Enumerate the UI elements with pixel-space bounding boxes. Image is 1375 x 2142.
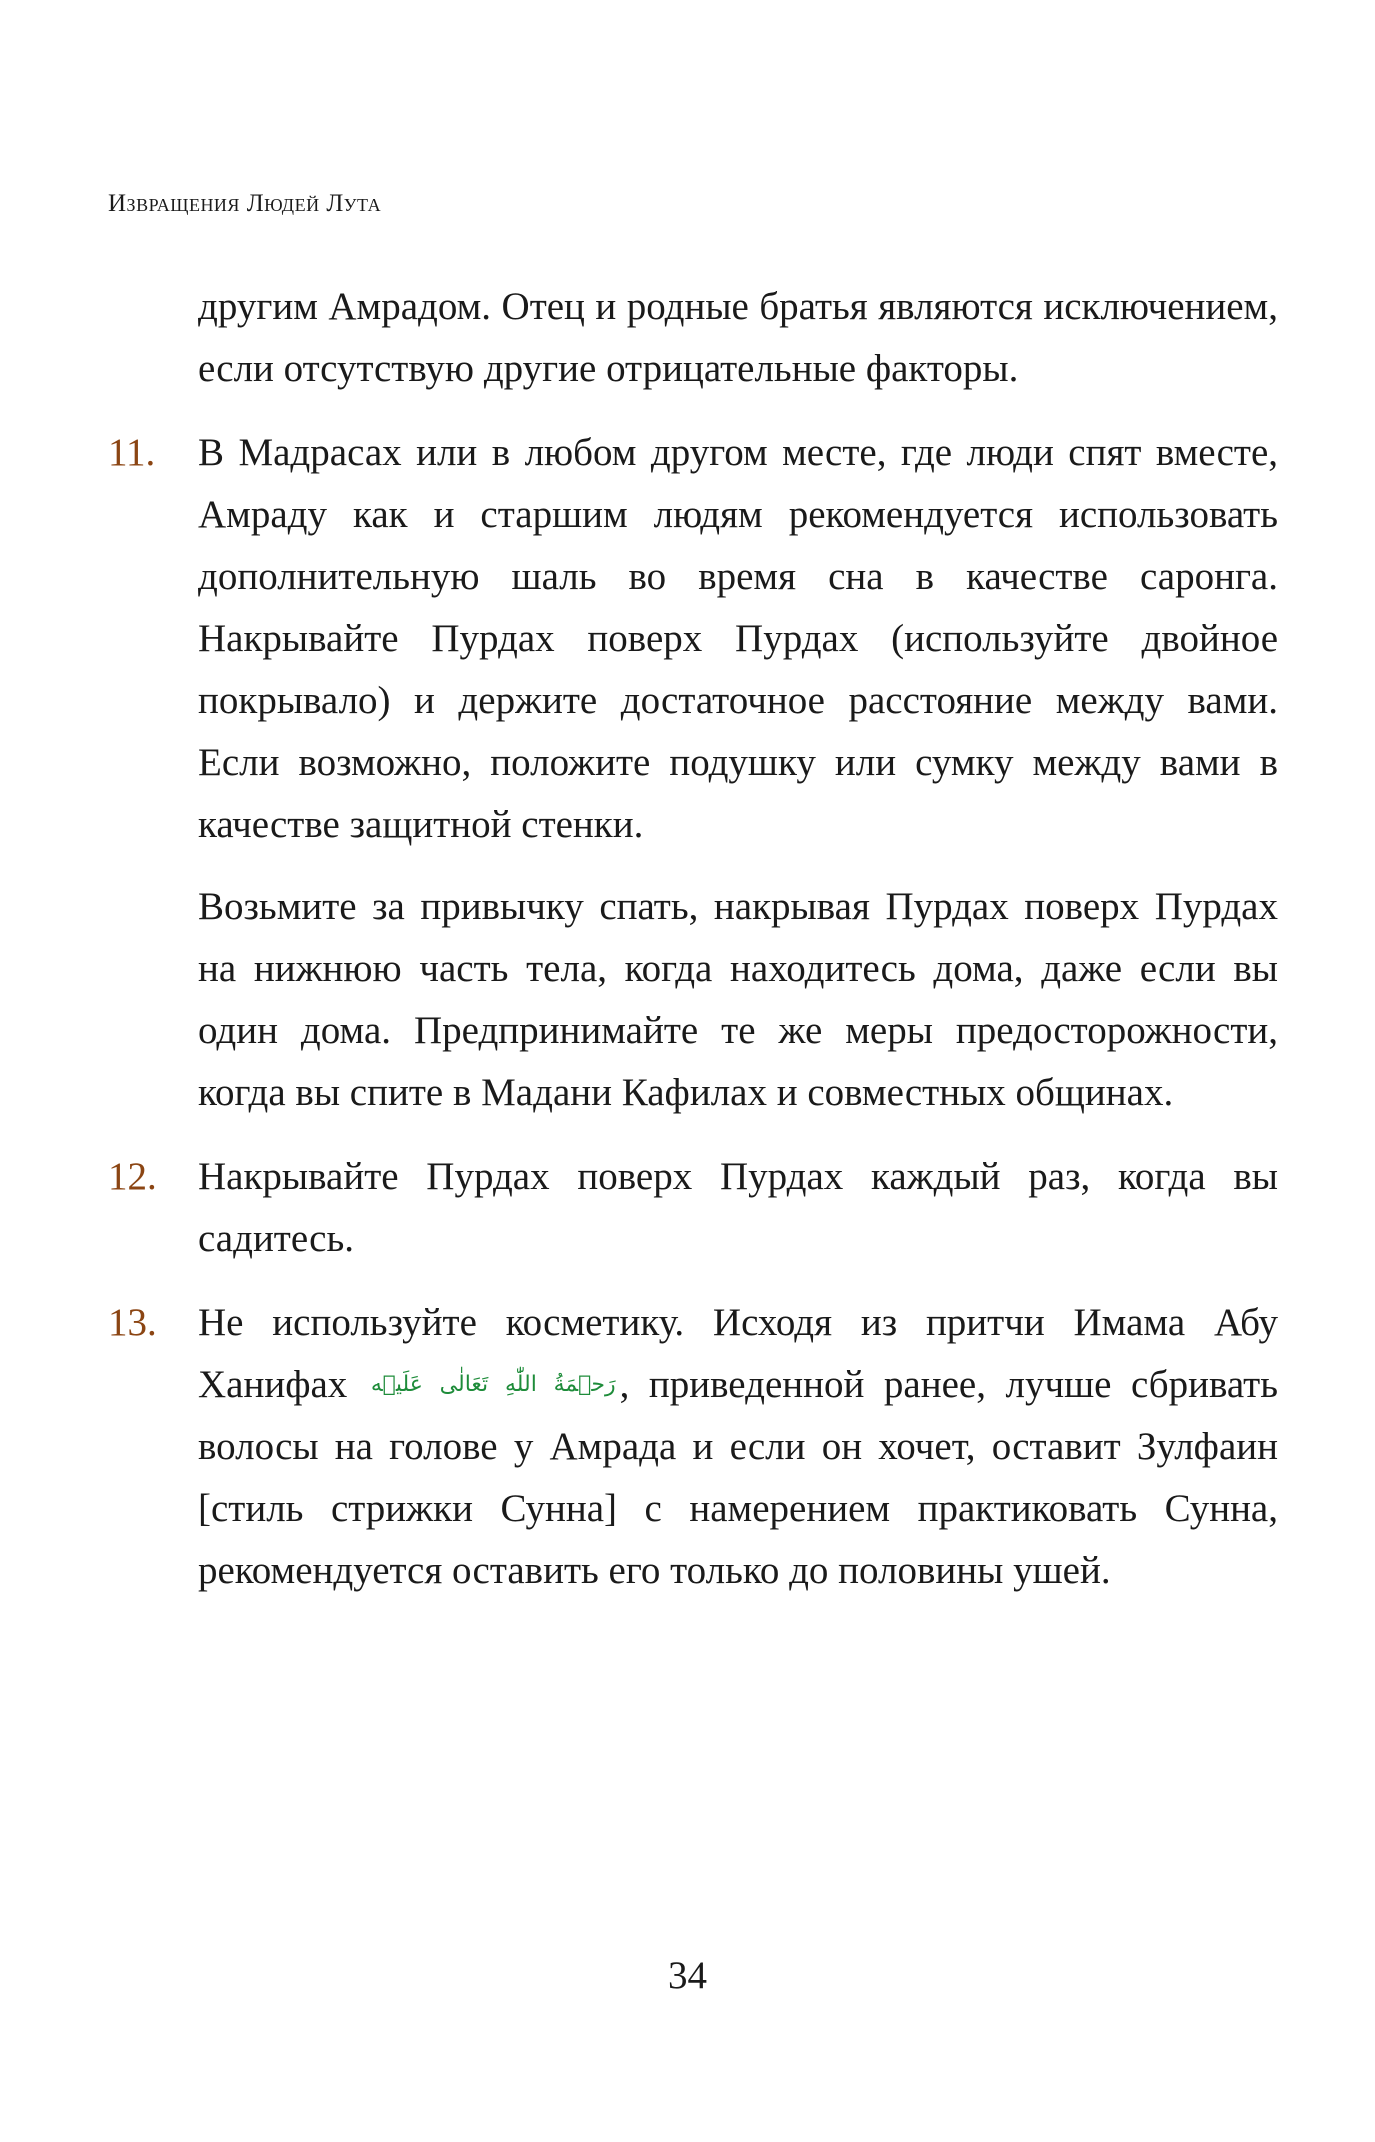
page-number: 34 — [668, 1954, 707, 1997]
running-title: Извращения Людей Лута — [108, 190, 382, 217]
arabic-honorific: رَحۡمَةُ اللّٰهِ تَعَالٰی عَلَيۡه — [370, 1372, 616, 1397]
item-13-paragraph — [198, 1292, 1278, 1602]
continuation-paragraph: другим Амрадом. Отец и родные братья являются исключением, если отсутствую другие отрицательные факторы. — [198, 285, 1278, 390]
item-13-text-before: Не используйте косметику. Исходя из притчи Имама Абу Ханифах — [198, 1301, 1278, 1406]
item-number: 11. — [108, 431, 156, 474]
page-content — [108, 276, 1278, 1602]
item-11-paragraph-2: Возьмите за привычку спать, накрывая Пурдах поверх Пурдах на нижнюю часть тела, когда находитесь дома, даже если вы один дома. Предпринимайте те же меры предосторожности, когда вы спите в Мадани Кафилах и совместных общинах. — [198, 885, 1278, 1114]
item-number: 12. — [108, 1155, 157, 1198]
item-11-paragraph-1: В Мадрасах или в любом другом месте, где люди спят вместе, Амраду как и старшим людям рекомендуется использовать дополнительную шаль во время сна в качестве саронга. Накрывайте Пурдах поверх Пурдах (используйте двойное покрывало) и держите достаточное расстояние между вами. Если возможно, положите подушку или сумку между вами в качестве защитной стенки. — [198, 431, 1278, 846]
list-item-11 — [108, 422, 1278, 1124]
list-item-13 — [108, 1292, 1278, 1602]
item-number: 13. — [108, 1301, 157, 1344]
item-13-text-after: , приведенной ранее, лучше сбривать волосы на голове у Амрада и если он хочет, оставит Зулфаин [стиль стрижки Сунна] с намерением практиковать Сунна, рекомендуется оставить его только до половины ушей. — [198, 1363, 1278, 1592]
item-12-paragraph: Накрывайте Пурдах поверх Пурдах каждый раз, когда вы садитесь. — [198, 1155, 1278, 1260]
list-item-12 — [108, 1146, 1278, 1270]
